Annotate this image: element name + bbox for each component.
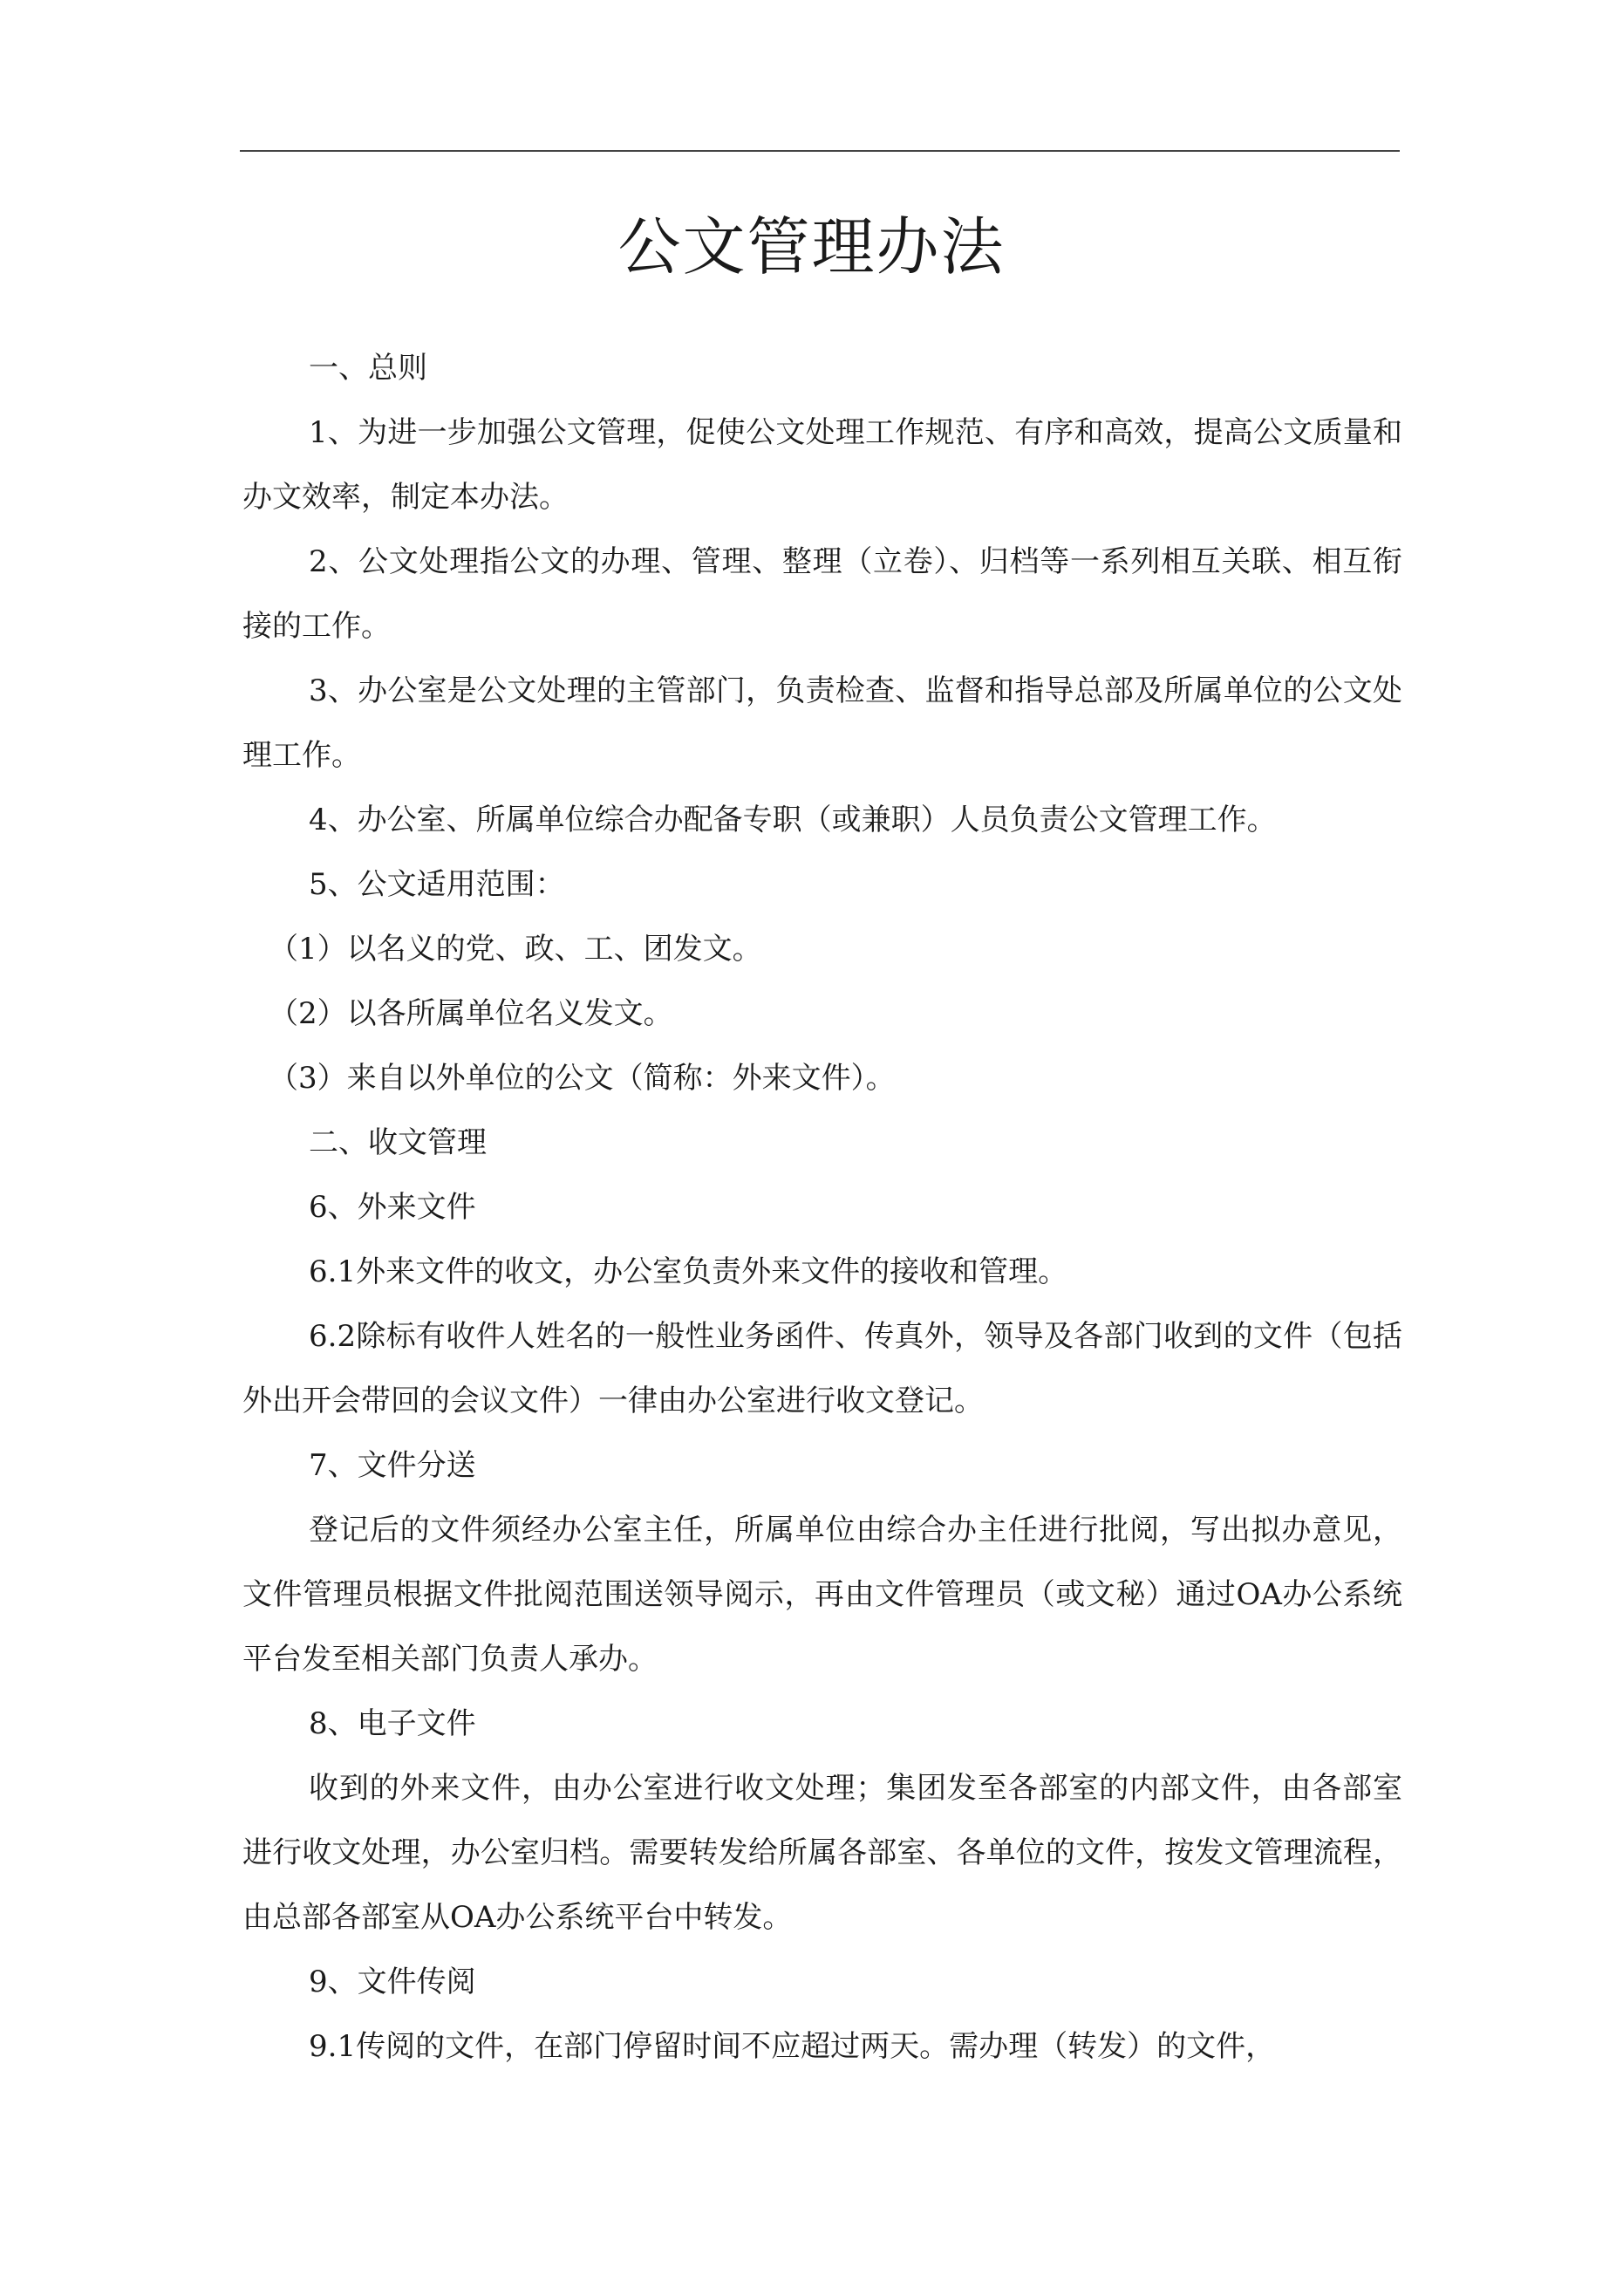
- paragraph-1: 1、为进一步加强公文管理，促使公文处理工作规范、有序和高效，提高公文质量和办文效率，制定本办法。: [242, 415, 1402, 515]
- list-item-2: （2）以各所属单位名义发文。: [269, 996, 673, 1031]
- section-heading-receiving: 二、收文管理: [309, 1125, 487, 1160]
- section-heading-general: 一、总则: [309, 351, 427, 386]
- paragraph-9-1: 9.1传阅的文件，在部门停留时间不应超过两天。需办理（转发）的文件，: [309, 2029, 1276, 2064]
- list-item-3: （3）来自以外单位的公文（简称：外来文件）。: [269, 1061, 896, 1096]
- paragraph-6-2: 6.2除标有收件人姓名的一般性业务函件、传真外，领导及各部门收到的文件（包括外出开会带回的会议文件）一律由办公室进行收文登记。: [242, 1319, 1402, 1418]
- subheading-file-distribution: 7、文件分送: [309, 1448, 476, 1483]
- subheading-electronic-files: 8、电子文件: [309, 1706, 476, 1741]
- paragraph-2: 2、公文处理指公文的办理、管理、整理（立卷）、归档等一系列相互关联、相互衔接的工作。: [242, 544, 1402, 644]
- document-body: [242, 336, 1402, 2079]
- paragraph-5: 5、公文适用范围：: [309, 867, 565, 902]
- subheading-external-files: 6、外来文件: [309, 1190, 476, 1225]
- paragraph-3: 3、办公室是公文处理的主管部门，负责检查、监督和指导总部及所属单位的公文处理工作。: [242, 673, 1402, 773]
- paragraph-4: 4、办公室、所属单位综合办配备专职（或兼职）人员负责公文管理工作。: [309, 803, 1277, 837]
- header-rule: [240, 150, 1400, 152]
- paragraph-electronic: 收到的外来文件，由办公室进行收文处理；集团发至各部室的内部文件，由各部室进行收文处理，办公室归档。需要转发给所属各部室、各单位的文件，按发文管理流程，由总部各部室从OA办公系统平台中转发。: [242, 1771, 1402, 1935]
- list-item-1: （1）以名义的党、政、工、团发文。: [269, 932, 762, 967]
- paragraph-6-1: 6.1外来文件的收文，办公室负责外来文件的接收和管理。: [309, 1254, 1068, 1289]
- subheading-circulation: 9、文件传阅: [309, 1965, 476, 1999]
- paragraph-distribution: 登记后的文件须经办公室主任，所属单位由综合办主任进行批阅，写出拟办意见，文件管理员根据文件批阅范围送领导阅示，再由文件管理员（或文秘）通过OA办公系统平台发至相关部门负责人承办。: [242, 1513, 1402, 1677]
- document-title: 公文管理办法: [617, 210, 1006, 284]
